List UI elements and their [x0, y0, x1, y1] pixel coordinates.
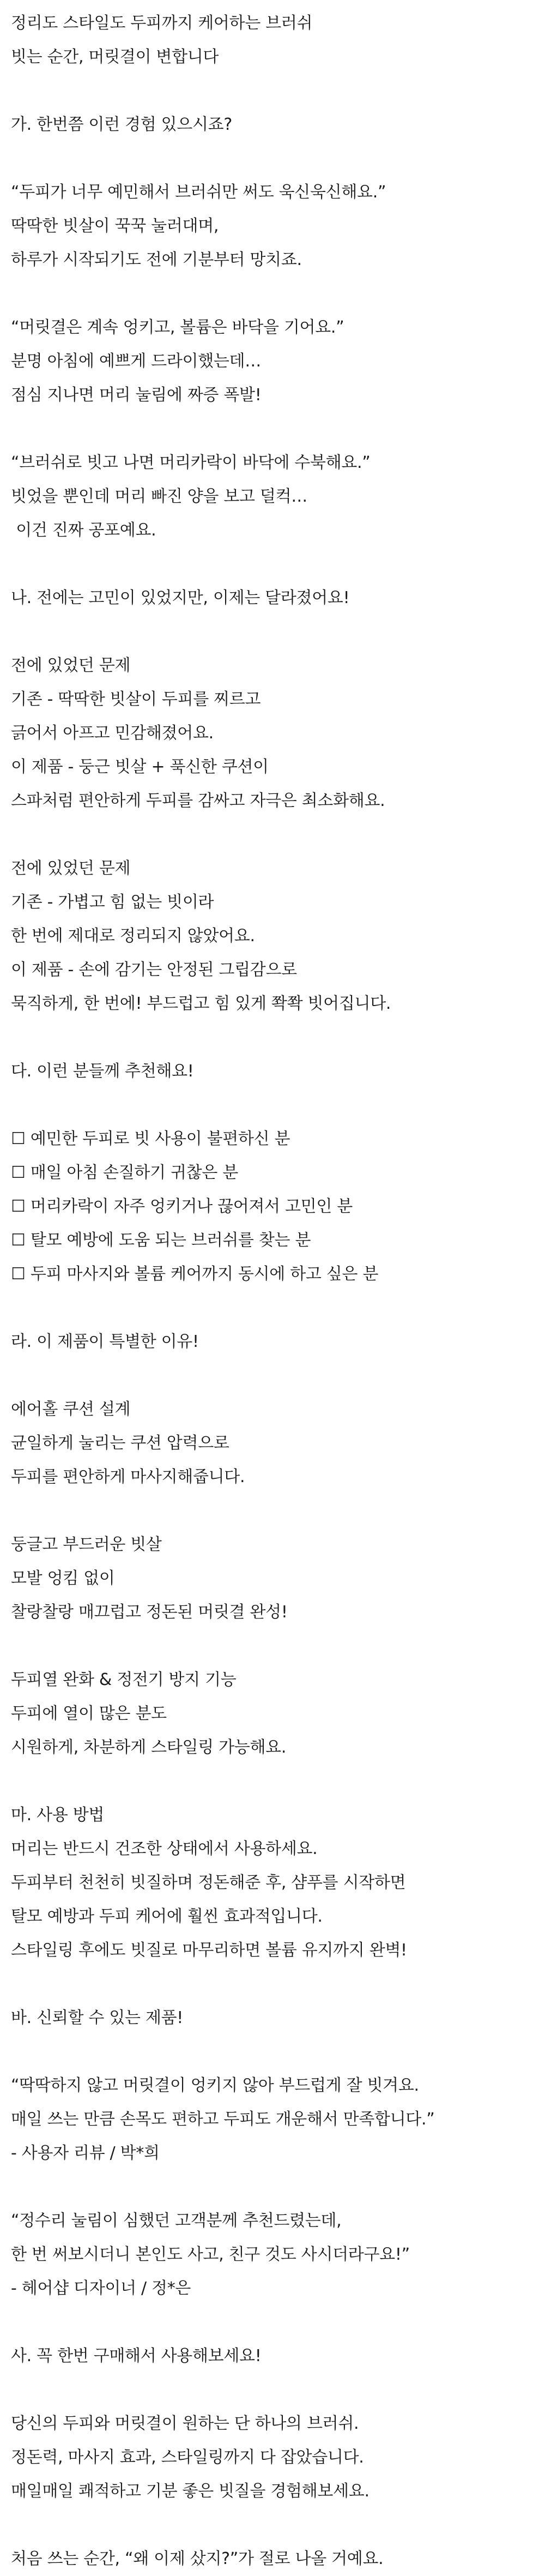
paragraph: [11, 108, 534, 142]
text-line: 당신의 두피와 머릿결이 원하는 단 하나의 브러쉬.: [11, 2414, 359, 2433]
paragraph: [11, 1663, 534, 1765]
paragraph: [11, 176, 534, 277]
text-line: 딱딱한 빗살이 꾹꾹 눌러대며,: [11, 216, 219, 236]
text-line: 두피부터 천천히 빗질하며 정돈해준 후, 샴푸를 시작하면: [11, 1873, 406, 1892]
text-line: 균일하게 눌리는 쿠션 압력으로: [11, 1434, 229, 1453]
text-line: 이건 진짜 공포예요.: [11, 521, 156, 540]
paragraph: [11, 852, 534, 1021]
text-line: 점심 지나면 머리 눌림에 짜증 폭발!: [11, 386, 262, 405]
text-line: 탈모 예방과 두피 케어에 훨씬 효과적입니다.: [11, 1907, 323, 1926]
paragraph: [11, 1798, 534, 1967]
text-line: 하루가 시작되기도 전에 기분부터 망치죠.: [11, 250, 302, 269]
paragraph: [11, 1393, 534, 1494]
text-line: 이 제품 - 손에 감기는 안정된 그립감으로: [11, 960, 297, 979]
text-line: 에어홀 쿠션 설계: [11, 1400, 131, 1419]
paragraph: [11, 2204, 534, 2306]
text-line: “브러쉬로 빗고 나면 머리카락이 바닥에 수북해요.”: [11, 453, 371, 472]
text-line: 둥글고 부드러운 빗살: [11, 1535, 162, 1554]
text-line: 묵직하게, 한 번에! 부드럽고 힘 있게 쫙쫙 빗어집니다.: [11, 994, 391, 1013]
paragraph: [11, 1528, 534, 1629]
text-line: 모발 엉킴 없이: [11, 1569, 115, 1588]
text-line: “딱딱하지 않고 머릿결이 엉키지 않아 부드럽게 잘 빗겨요.: [11, 2076, 419, 2095]
text-line: 분명 아침에 예쁘게 드라이했는데…: [11, 352, 261, 371]
text-line: 스타일링 후에도 빗질로 마무리하면 볼륨 유지까지 완벽!: [11, 1941, 407, 1960]
text-line: - 헤어샵 디자이너 / 정*은: [11, 2279, 191, 2298]
text-line: 빗었을 뿐인데 머리 빠진 양을 보고 덜컥…: [11, 487, 307, 506]
text-line: 매일 쓰는 만큼 손목도 편하고 두피도 개운해서 만족합니다.”: [11, 2110, 435, 2129]
text-line: ☐ 머리카락이 자주 엉키거나 끊어져서 고민인 분: [11, 1197, 353, 1216]
text-line: “머릿결은 계속 엉키고, 볼륨은 바닥을 기어요.”: [11, 318, 344, 337]
document-body: [11, 7, 534, 2576]
paragraph: [11, 649, 534, 818]
text-line: 두피에 열이 많은 분도: [11, 1704, 167, 1723]
text-line: ☐ 탈모 예방에 도움 되는 브러쉬를 찾는 분: [11, 1231, 311, 1250]
text-line: 빗는 순간, 머릿결이 변합니다: [11, 47, 219, 67]
text-line: “정수리 눌림이 심했던 고객분께 추천드렸는데,: [11, 2211, 342, 2230]
paragraph: [11, 446, 534, 547]
text-line: ☐ 두피 마사지와 볼륨 케어까지 동시에 하고 싶은 분: [11, 1265, 379, 1284]
text-line: 이 제품 - 둥근 빗살 + 푹신한 쿠션이: [11, 757, 269, 777]
text-line: 마. 사용 방법: [11, 1805, 105, 1825]
paragraph: [11, 2407, 534, 2508]
text-line: 매일매일 쾌적하고 기분 좋은 빗질을 경험해보세요.: [11, 2482, 370, 2501]
paragraph: [11, 1325, 534, 1359]
text-line: 한 번 써보시더니 본인도 사고, 친구 것도 사시더라구요!”: [11, 2245, 410, 2264]
text-line: 스파처럼 편안하게 두피를 감싸고 자극은 최소화해요.: [11, 791, 385, 810]
paragraph: [11, 2069, 534, 2170]
text-line: 바. 신뢰할 수 있는 제품!: [11, 2008, 184, 2027]
text-line: 나. 전에는 고민이 있었지만, 이제는 달라졌어요!: [11, 588, 350, 607]
text-line: 처음 쓰는 순간, “왜 이제 샀지?”가 절로 나올 거예요.: [11, 2549, 384, 2568]
text-line: 정돈력, 마사지 효과, 스타일링까지 다 잡았습니다.: [11, 2448, 364, 2467]
paragraph: [11, 7, 534, 74]
text-line: “두피가 너무 예민해서 브러쉬만 써도 욱신욱신해요.”: [11, 183, 386, 202]
paragraph: [11, 581, 534, 615]
text-line: 다. 이런 분들께 추천해요!: [11, 1062, 194, 1081]
text-line: 정리도 스타일도 두피까지 케어하는 브러쉬: [11, 14, 313, 33]
paragraph: [11, 2542, 534, 2576]
text-line: 전에 있었던 문제: [11, 656, 131, 675]
text-line: 기존 - 가볍고 힘 없는 빗이라: [11, 893, 214, 912]
text-line: 기존 - 딱딱한 빗살이 두피를 찌르고: [11, 690, 261, 709]
text-line: 시원하게, 차분하게 스타일링 가능해요.: [11, 1738, 287, 1757]
text-line: 머리는 반드시 건조한 상태에서 사용하세요.: [11, 1839, 318, 1858]
text-line: 두피를 편안하게 마사지해줍니다.: [11, 1467, 245, 1486]
text-line: 긁어서 아프고 민감해졌어요.: [11, 724, 214, 743]
text-line: 사. 꼭 한번 구매해서 사용해보세요!: [11, 2346, 262, 2366]
paragraph: [11, 2001, 534, 2035]
text-line: 한 번에 제대로 정리되지 않았어요.: [11, 926, 255, 946]
paragraph: [11, 311, 534, 412]
text-line: 전에 있었던 문제: [11, 859, 131, 878]
paragraph: [11, 2339, 534, 2373]
text-line: 라. 이 제품이 특별한 이유!: [11, 1332, 199, 1351]
text-line: 가. 한번쯤 이런 경험 있으시죠?: [11, 115, 232, 134]
paragraph: [11, 1122, 534, 1291]
text-line: - 사용자 리뷰 / 박*희: [11, 2144, 160, 2163]
text-line: ☐ 예민한 두피로 빗 사용이 불편하신 분: [11, 1129, 290, 1148]
paragraph: [11, 1055, 534, 1088]
text-line: 두피열 완화 & 정전기 방지 기능: [11, 1670, 237, 1689]
text-line: 찰랑찰랑 매끄럽고 정돈된 머릿결 완성!: [11, 1603, 288, 1622]
text-line: ☐ 매일 아침 손질하기 귀찮은 분: [11, 1163, 238, 1182]
